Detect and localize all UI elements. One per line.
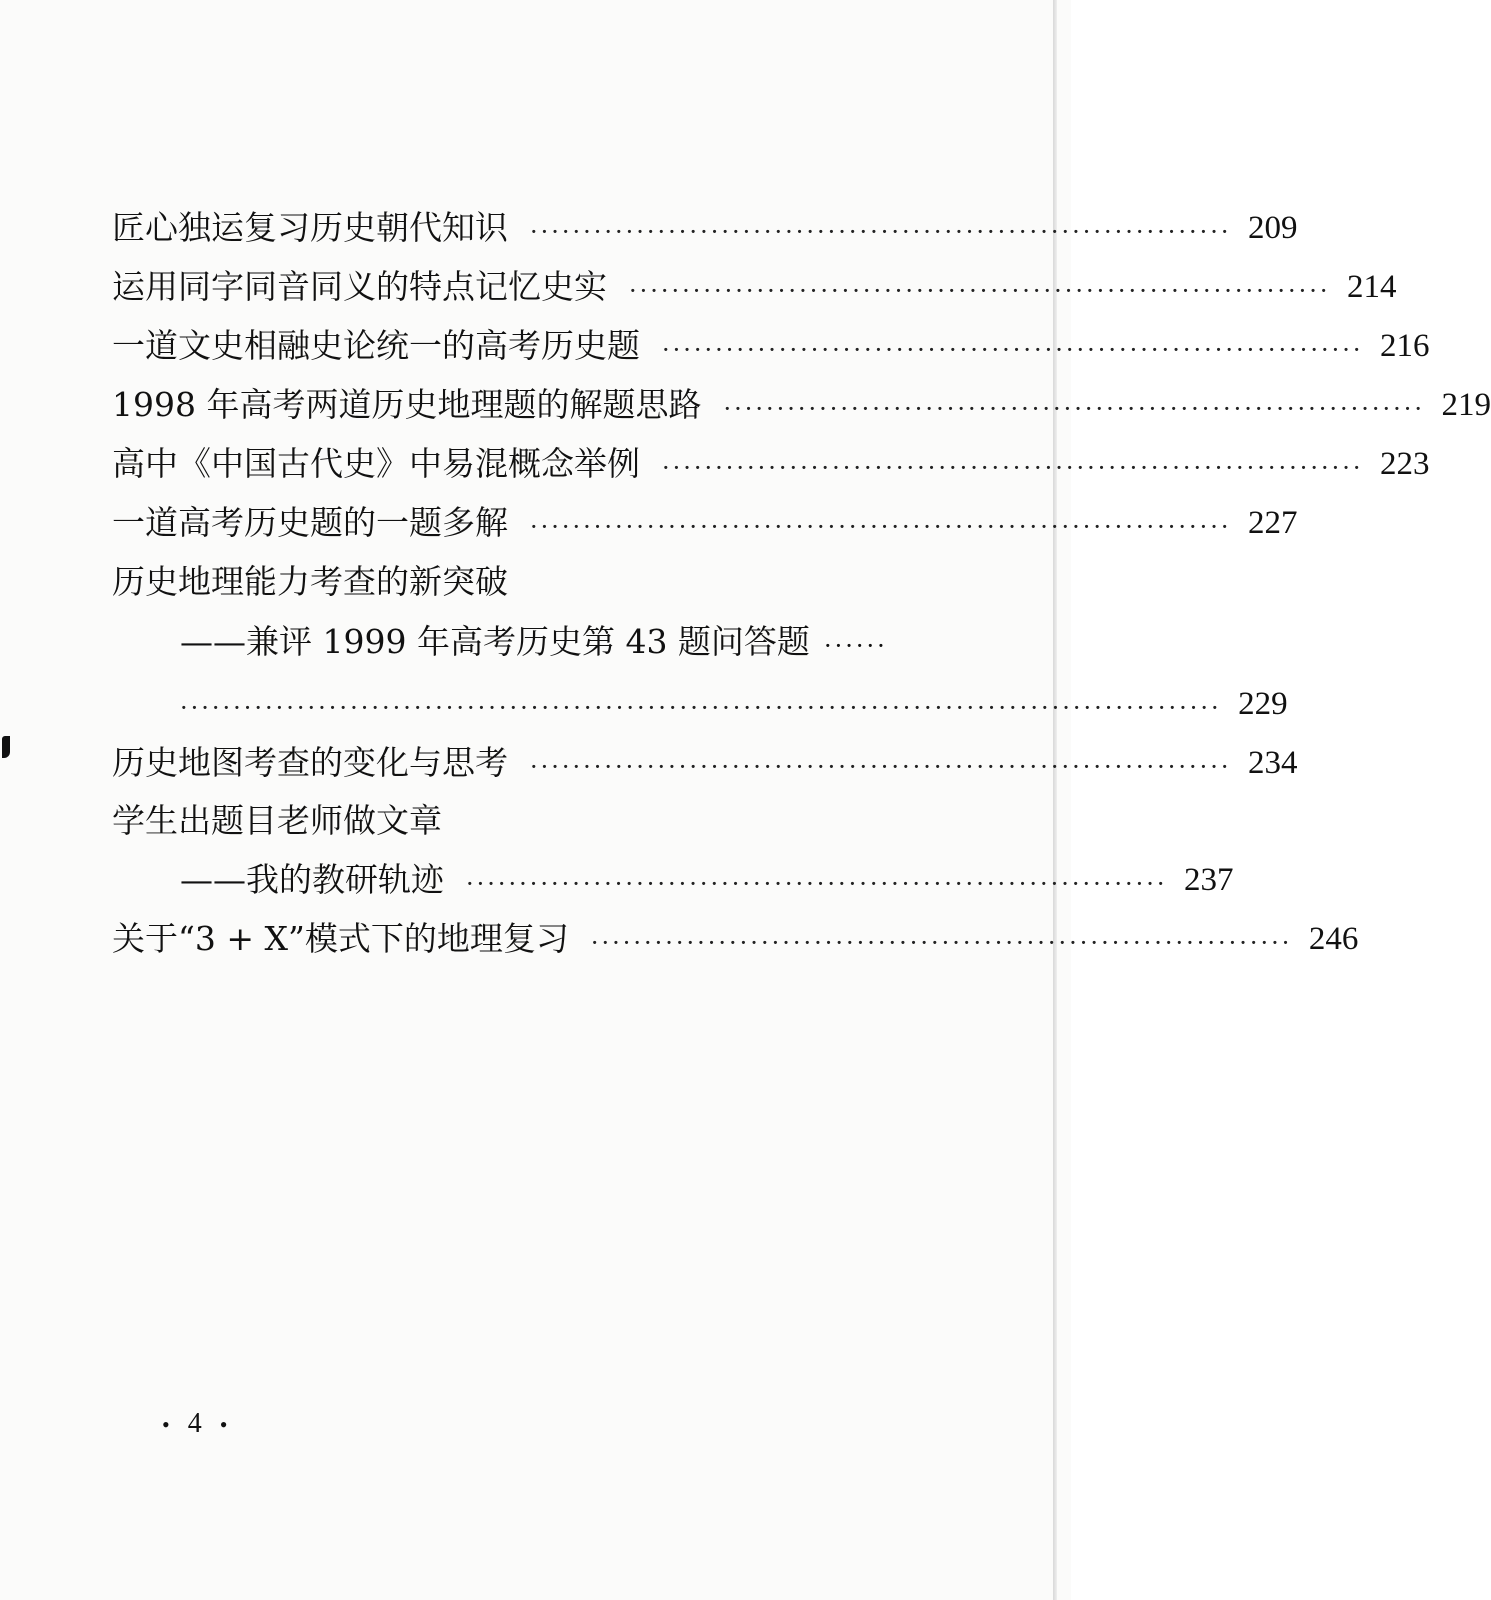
toc-entry[interactable]: [112, 558, 922, 606]
toc-entry[interactable]: [112, 499, 1298, 547]
page-number-bullet-left: •: [162, 1412, 176, 1437]
toc-entry-subtitle[interactable]: [180, 856, 1234, 904]
toc-leader-dots: ··································································: [530, 753, 1232, 781]
toc-leader-dots: ··································································································: [180, 694, 1222, 722]
toc-leader-dots: ··································································: [466, 870, 1168, 898]
toc-entry-page: 234: [1248, 745, 1298, 781]
margin-mark: [2, 736, 10, 758]
toc-leader-dots: ··································································: [662, 336, 1364, 364]
toc-leader-dots: ··································································: [629, 277, 1331, 305]
toc-entry-title: 匠心独运复习历史朝代知识: [112, 208, 508, 247]
toc-entry[interactable]: [112, 739, 1298, 787]
toc-entry[interactable]: [112, 915, 1359, 963]
toc-entry[interactable]: [112, 440, 1430, 488]
toc-entry-page: 209: [1248, 210, 1298, 246]
toc-leader-dots: ··································································: [530, 513, 1232, 541]
toc-entry-page: 219: [1441, 387, 1491, 423]
page-number: [150, 1408, 245, 1440]
toc-leader-dots: ··································································: [662, 454, 1364, 482]
toc-leader-dots: ··································································: [590, 929, 1293, 957]
toc-entry-page: 237: [1184, 862, 1234, 898]
toc-entry-title: 一道文史相融史论统一的高考历史题: [112, 326, 640, 365]
toc-entry-title: 高中《中国古代史》中易混概念举例: [112, 444, 640, 483]
toc-leader-dots: ······: [823, 632, 888, 660]
page-number-bullet-right: •: [219, 1412, 234, 1437]
toc-entry-title: 一道高考历史题的一题多解: [112, 503, 508, 542]
toc-entry-title: 关于“3 + X”模式下的地理复习: [112, 919, 569, 958]
toc-entry-page: 227: [1248, 505, 1298, 541]
toc-leader-dots: ··································································: [723, 395, 1425, 423]
toc-entry-title: 历史地理能力考查的新突破: [112, 562, 508, 601]
toc-entry-title: ——兼评 1999 年高考历史第 43 题问答题: [180, 622, 810, 661]
toc-entry-page: 229: [1238, 686, 1288, 722]
toc-entry-title: 运用同字同音同义的特点记忆史实: [112, 267, 607, 306]
toc-entry[interactable]: [112, 797, 922, 845]
toc-entry-page: 216: [1380, 328, 1430, 364]
toc-entry[interactable]: [112, 263, 1397, 311]
toc-entry-title: 1998 年高考两道历史地理题的解题思路: [112, 385, 702, 424]
toc-entry-title: 历史地图考查的变化与思考: [112, 743, 508, 782]
toc-leader-dots: ··································································: [530, 218, 1232, 246]
toc-entry-page: 223: [1380, 446, 1430, 482]
toc-entry-subtitle[interactable]: [180, 618, 922, 666]
toc-entry[interactable]: [112, 322, 1430, 370]
toc-entry-page: 246: [1308, 921, 1359, 957]
toc-entry-continuation[interactable]: [180, 680, 1288, 728]
toc-entry[interactable]: [112, 204, 1298, 252]
toc-entry-page: 214: [1347, 269, 1397, 305]
toc-entry-title: ——我的教研轨迹: [180, 860, 444, 899]
toc-entry-title: 学生出题目老师做文章: [112, 801, 442, 840]
page-number-value: 4: [187, 1408, 208, 1439]
toc-entry[interactable]: [112, 381, 1491, 429]
